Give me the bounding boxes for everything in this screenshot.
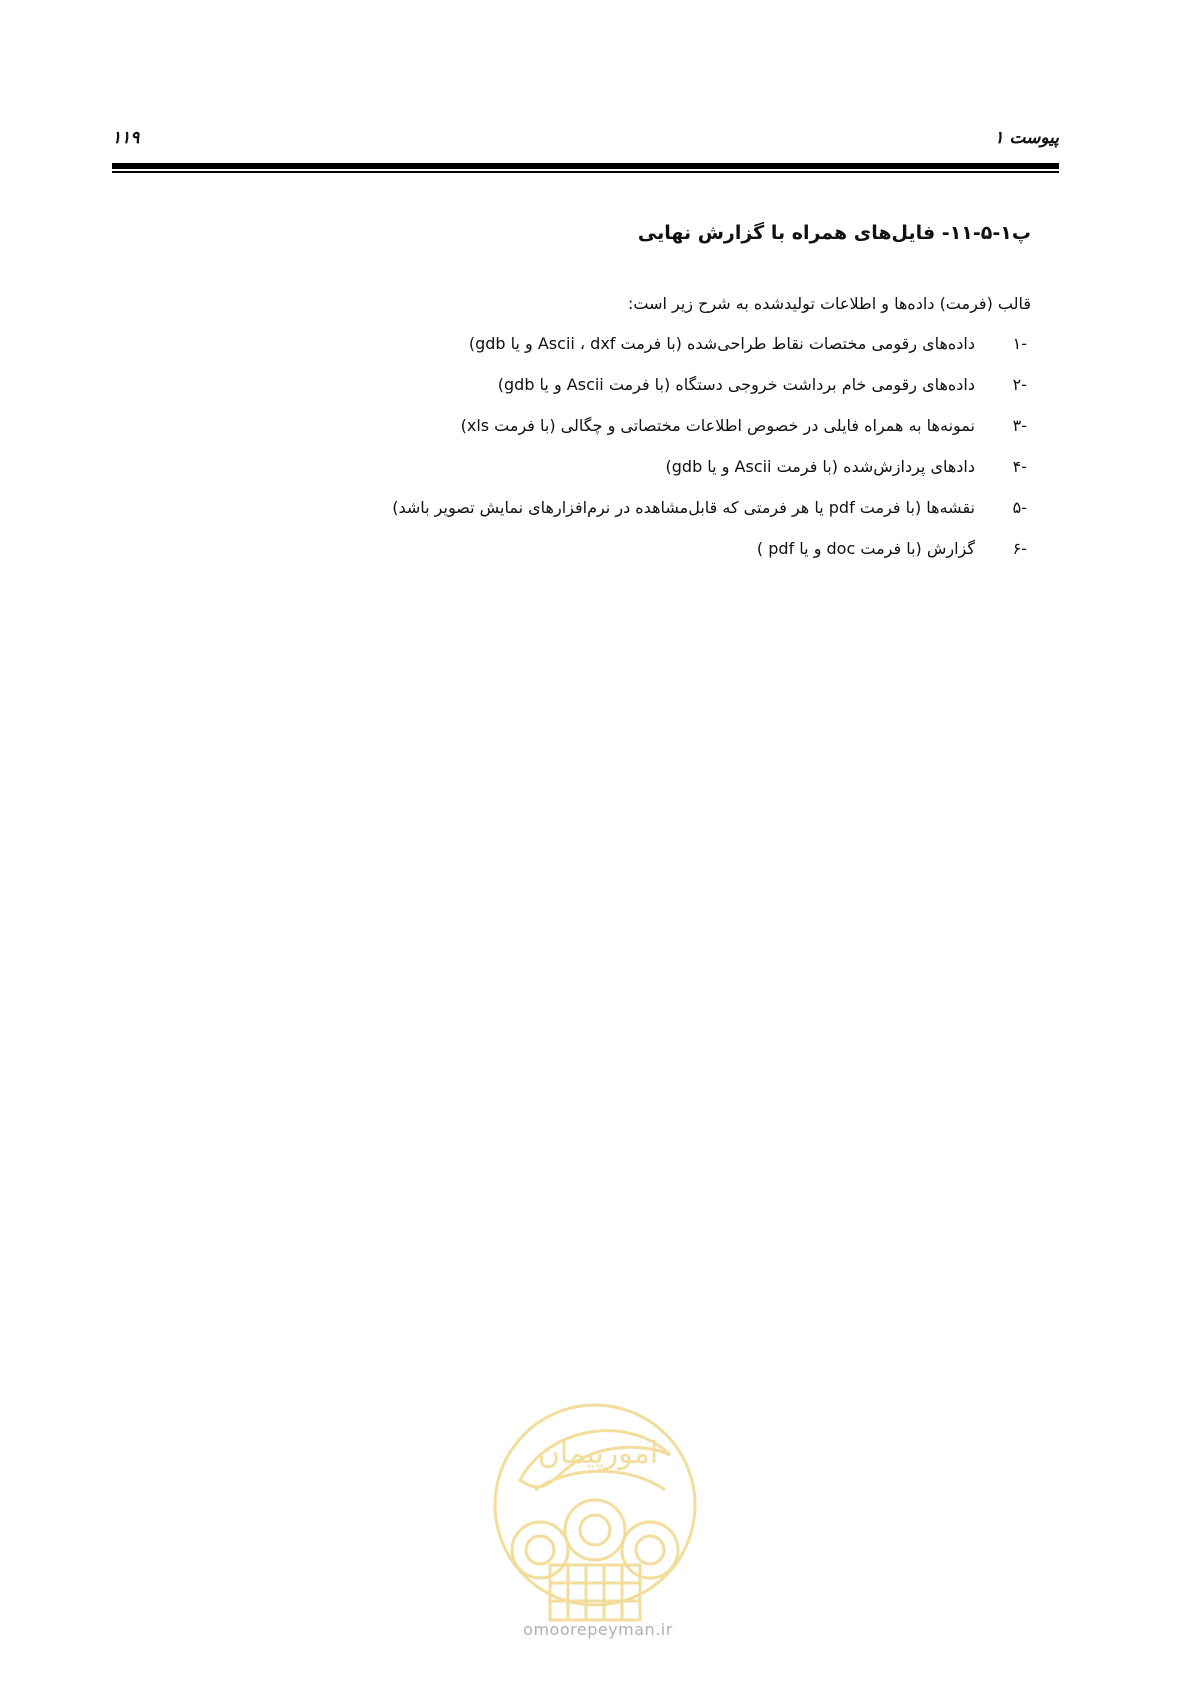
watermark-logo-icon [480,1385,710,1635]
list-item-number: -۲ [1012,375,1027,394]
list-item-number: -۳ [1012,416,1027,435]
intro-paragraph: قالب (فرمت) داده‌ها و اطلاعات تولیدشده به شرح زیر است: [627,294,1031,313]
list-item-number: -۴ [1012,457,1027,476]
list-item-text: دادهای پردازش‌شده (با فرمت Ascii و یا gdb) [665,457,975,476]
section-heading: پ۱-۵-۱۱- فایل‌های همراه با گزارش نهایی [637,222,1031,244]
list-item [151,494,1031,522]
list-item [151,535,1031,563]
list-item [151,330,1031,358]
list-item-text: داده‌های رقومی خام برداشت خروجی دستگاه (با فرمت Ascii و یا gdb) [497,375,975,394]
main-content [151,218,1031,576]
file-list [151,330,1031,563]
list-item-text: نمونه‌ها به همراه فایلی در خصوص اطلاعات مختصاتی و چگالی (با فرمت xls) [460,416,975,435]
list-item [151,412,1031,440]
list-item-number: -۵ [1012,498,1027,517]
list-item [151,371,1031,399]
page-number: ۱۱۹ [112,128,140,148]
watermark-logo-text: امورپیمان [537,1436,659,1471]
watermark-caption: omoorepeyman.ir [523,1620,673,1639]
header-title: پیوست ۱ [994,128,1059,148]
list-item [151,453,1031,481]
list-item-text: داده‌های رقومی مختصات نقاط طراحی‌شده (با فرمت Ascii ، dxf و یا gdb) [468,334,975,353]
list-item-number: -۶ [1012,539,1027,558]
list-item-text: گزارش (با فرمت doc و یا pdf ) [756,539,975,558]
list-item-text: نقشه‌ها (با فرمت pdf یا هر فرمتی که قابل‌مشاهده در نرم‌افزارهای نمایش تصویر باشد) [392,498,975,517]
list-item-number: -۱ [1012,334,1027,353]
header-rule-thick [112,163,1059,169]
header-rule-thin [112,171,1059,173]
page-header [112,128,1059,158]
